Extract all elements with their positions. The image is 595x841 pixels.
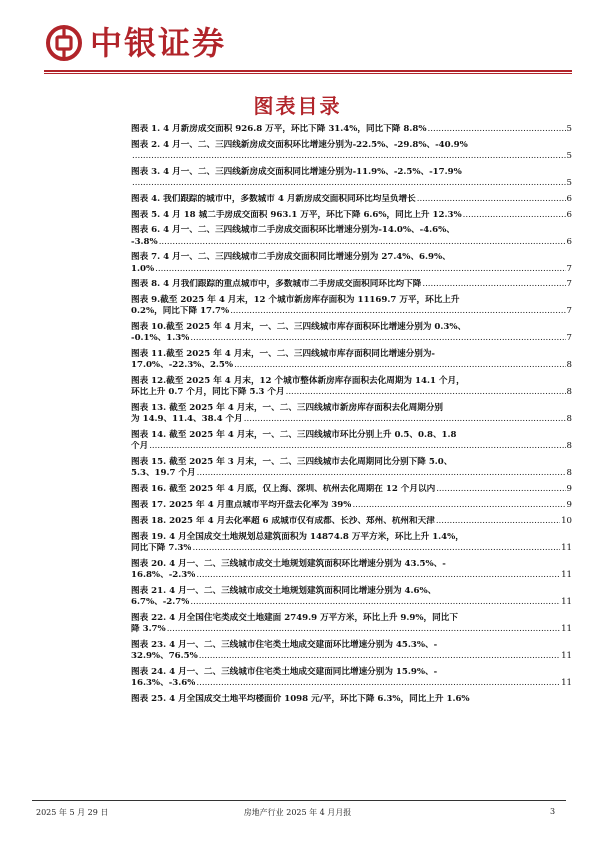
toc-entry-text-cont: 为 14.9、11.4、38.4 个月 [131,414,243,425]
toc-entry-text-cont: 17.0%、-22.3%、2.5% [131,360,234,371]
toc-entry-text: 图表 2. 4 月一、二、三四线新房成交面积环比增速分别为-22.5%、-29.8%、-40.9% [131,139,468,150]
toc-entry-text: 图表 22. 4 月全国住宅类成交土地建面 2749.9 万平方米，环比上升 9.9%，同比下 [131,612,458,623]
page-number: 3 [550,807,556,816]
dot-leader [155,264,565,275]
toc-entry[interactable] [131,376,572,398]
dot-leader [428,124,566,135]
toc-entry[interactable] [131,225,572,247]
toc-entry-text: 图表 20. 4 月一、二、三线城市成交土地规划建筑面积环比增速分别为 43.5%、- [131,558,446,569]
toc-entry-line2 [131,237,572,248]
toc-page-number: 6 [566,236,572,247]
toc-entry[interactable] [131,194,572,205]
toc-entry[interactable] [131,322,572,344]
toc-entry[interactable] [131,403,572,425]
toc-entry-text: 图表 15. 截至 2025 年 3 月末，一、二、三四线城市去化周期同比分别下降 5.0、 [131,457,453,468]
toc-entry-line2 [131,597,572,608]
toc-entry-line2 [131,624,572,635]
footer-title: 房地产行业 2025 年 4 月月报 [243,808,352,817]
toc-entry-text-cont: 个月 [131,441,149,452]
dot-leader [244,414,566,425]
toc-entry[interactable] [131,613,572,635]
toc-page-number: 6 [566,193,572,204]
toc-page-number: 10 [561,515,572,526]
toc-entry-text: 图表 24. 4 月一、二、三线城市住宅类土地成交建面同比增速分别为 15.9%、- [131,666,438,677]
dot-leader [422,279,565,290]
toc-page-number: 11 [561,542,572,553]
toc-entry-line2 [131,678,572,689]
toc-entry-line2 [131,441,572,452]
toc-page-number: 6 [566,209,572,220]
toc-entry-text-cont: -3.8% [131,236,158,247]
toc-page-number: 9 [566,484,572,495]
toc-entry-text-cont: 16.3%、-3.6% [131,677,196,688]
toc-page-number: 8 [566,414,572,425]
dot-leader [197,468,566,479]
toc-entry-text: 图表 5. 4 月 18 城二手房成交面积 963.1 万平，环比下降 6.6%，同比上升 12.3% [131,209,462,220]
toc-entry-text-cont: 6.7%、-2.7% [131,596,190,607]
dot-leader [196,678,560,689]
dot-leader [190,597,560,608]
toc-page-number: 5 [566,178,572,188]
toc-entry-text-cont: -0.1%、1.3% [131,333,190,344]
toc-entry[interactable] [131,516,572,527]
dot-leader [159,237,566,248]
toc-entry-text: 图表 9.截至 2025 年 4 月末，12 个城市新房库存面积为 11169.7 万平，环比上升 [131,295,460,306]
toc-entry-text: 图表 18. 2025 年 4 月去化率超 6 成城市仅有成都、长沙、郑州、杭州和天津 [131,515,435,526]
dot-leader [132,178,566,189]
header-rule-secondary [44,73,572,74]
toc-page-number: 11 [561,650,572,661]
toc-entry-line2 [131,414,572,425]
toc-entry-text: 图表 10.截至 2025 年 4 月末，一、二、三四线城市库存面积环比增速分别为 0.3%、 [131,322,467,333]
toc-page-number: 5 [566,151,572,161]
dot-leader [463,210,566,221]
toc-entry-line2 [131,468,572,479]
toc-entry-text-cont: 5.3、19.7 个月 [131,468,196,479]
dot-leader [286,387,566,398]
toc-entry-text: 图表 25. 4 月全国成交土地平均楼面价 1098 元/平，环比下降 6.3%，同比上升 1.6% [131,693,470,704]
toc-entry[interactable] [131,140,572,162]
dot-leader [230,306,565,317]
toc-entry-line2 [131,151,572,162]
toc-entry-line2 [131,387,572,398]
toc-entry-line2 [131,306,572,317]
table-of-figures [131,124,572,709]
brand-logo [46,22,226,64]
toc-entry-text-cont: 32.9%、76.5% [131,650,198,661]
dot-leader [234,360,565,371]
toc-entry[interactable] [131,430,572,452]
toc-entry[interactable] [131,559,572,581]
toc-entry-text: 图表 14. 截至 2025 年 4 月末，一、二、三四线城市环比分别上升 0.5、0.8、1.8 [131,430,457,441]
toc-entry-text: 图表 1. 4 月新房成交面积 926.8 万平，环比下降 31.4%，同比下降 8.8% [131,124,427,134]
toc-entry-text: 图表 4. 我们跟踪的城市中，多数城市 4 月新房成交面积同环比均呈负增长 [131,193,416,204]
toc-page-number: 8 [566,387,572,398]
toc-entry-text-cont: 16.8%、-2.3% [131,569,196,580]
toc-page-number: 11 [561,569,572,580]
toc-entry-text: 图表 7. 4 月一、二、三四线城市二手房成交面积同比增速分别为 27.4%、6.9%、 [131,252,451,263]
toc-entry[interactable] [131,124,572,135]
toc-entry-text: 图表 13. 截至 2025 年 4 月末，一、二、三四线城市新房库存面积去化周期分别 [131,403,444,414]
toc-page-number: 8 [566,441,572,452]
toc-entry-text-cont: 1.0% [131,263,155,274]
toc-entry-text: 图表 3. 4 月一、二、三四线新房成交面积同比增速分别为-11.9%、-2.5%、-17.9% [131,166,462,177]
dot-leader [199,651,560,662]
toc-page-number: 8 [566,468,572,479]
toc-entry-text-cont: 同比下降 7.3% [131,542,192,553]
toc-page-number: 11 [561,677,572,688]
toc-entry-text: 图表 16. 截至 2025 年 4 月底，仅上海、深圳、杭州去化周期在 12 个月以内 [131,484,436,495]
dot-leader [436,484,565,495]
toc-entry-line2 [131,543,572,554]
toc-entry[interactable] [131,694,572,705]
toc-entry[interactable] [131,252,572,274]
toc-page-number: 9 [566,499,572,510]
toc-entry[interactable] [131,640,572,662]
dot-leader [149,441,565,452]
dot-leader [132,151,566,162]
toc-entry[interactable] [131,667,572,689]
toc-title: 图表目录 [253,94,342,118]
toc-entry-text: 图表 21. 4 月一、二、三线城市成交土地规划建筑面积同比增速分别为 4.6%、 [131,585,437,596]
toc-page-number: 7 [566,306,572,317]
toc-entry[interactable] [131,484,572,495]
dot-leader [436,516,560,527]
toc-entry[interactable] [131,279,572,290]
bank-of-china-logo-icon [46,25,82,61]
toc-entry-text-cont: 环比上升 0.7 个月，同比下降 5.3 个月 [131,387,285,398]
toc-entry-line2 [131,178,572,189]
toc-entry[interactable] [131,586,572,608]
toc-entry-text: 图表 8. 4 月我们跟踪的重点城市中，多数城市二手房成交面积同环比均下降 [131,279,422,290]
toc-page-number: 7 [566,263,572,274]
toc-page-number: 5 [566,124,572,134]
toc-entry[interactable] [131,532,572,554]
toc-entry[interactable] [131,167,572,189]
brand-name: 中银证券 [90,24,227,62]
toc-entry[interactable] [131,349,572,371]
toc-entry-text: 图表 11.截至 2025 年 4 月末，一、二、三四线城市库存面积同比增速分别为- [131,349,436,360]
header-rule [44,70,572,72]
toc-entry-text: 图表 19. 4 月全国成交土地规划总建筑面积为 14874.8 万平方米，环比上升 1.4%， [131,531,464,542]
dot-leader [417,194,566,205]
toc-entry-line2 [131,264,572,275]
toc-entry-text: 图表 12.截至 2025 年 4 月末，12 个城市整体新房库存面积去化周期为 14.1 个月， [131,376,465,387]
toc-entry-text-cont: 降 3.7% [131,623,166,634]
toc-entry[interactable] [131,457,572,479]
toc-entry-text: 图表 23. 4 月一、二、三线城市住宅类土地成交建面环比增速分别为 45.3%、- [131,639,438,650]
toc-page-number: 11 [561,623,572,634]
dot-leader [167,624,560,635]
toc-entry-line2 [131,570,572,581]
toc-entry-line2 [131,333,572,344]
toc-entry-text-cont: 0.2%，同比下降 17.7% [131,306,230,317]
toc-entry[interactable] [131,500,572,511]
footer-rule [32,800,566,801]
toc-entry-text: 图表 6. 4 月一、二、三四线城市二手房成交面积环比增速分别为-14.0%、-4.6%、 [131,225,455,236]
toc-entry-line2 [131,651,572,662]
toc-entry-text: 图表 17. 2025 年 4 月重点城市平均开盘去化率为 39% [131,499,352,510]
dot-leader [190,333,565,344]
dot-leader [196,570,560,581]
toc-entry-line2 [131,360,572,371]
dot-leader [192,543,560,554]
footer-date: 2025 年 5 月 29 日 [36,808,109,817]
toc-page-number: 11 [561,596,572,607]
toc-page-number: 8 [566,360,572,371]
toc-page-number: 7 [566,279,572,290]
dot-leader [352,500,565,511]
toc-page-number: 7 [566,333,572,344]
toc-entry[interactable] [131,295,572,317]
toc-entry[interactable] [131,210,572,221]
